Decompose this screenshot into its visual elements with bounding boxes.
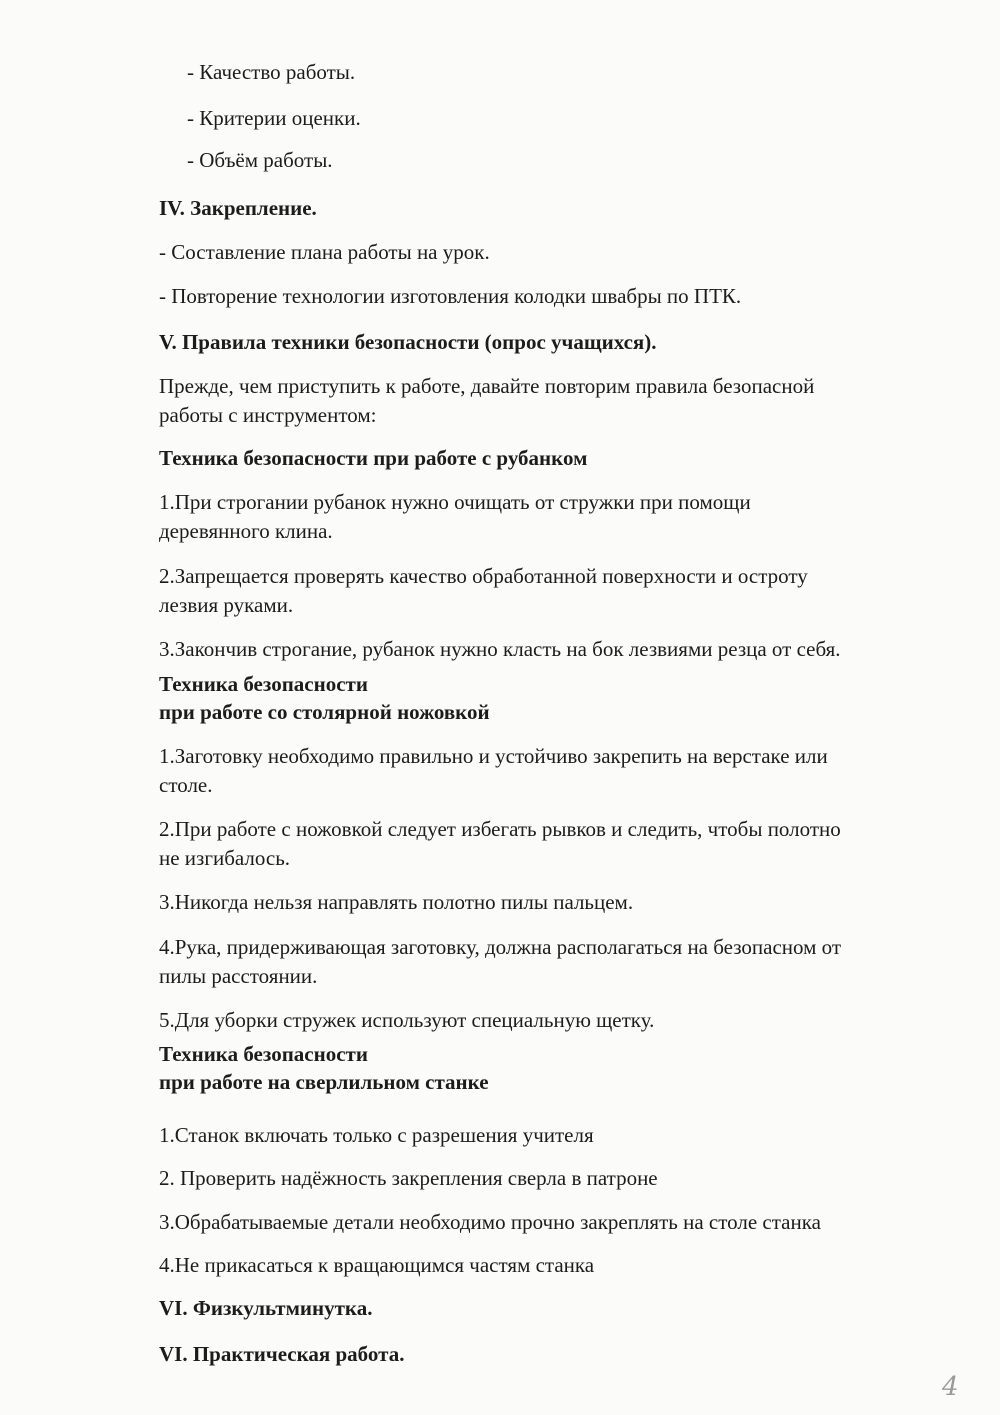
list-item-quality: - Качество работы. [187,60,356,84]
drill-safety-heading-line-1: Техника безопасности [159,1042,368,1066]
saw-rule-4-line-1: 4.Рука, придерживающая заготовку, должна располагаться на безопасном от [159,935,842,959]
plane-rule-1-line-2: деревянного клина. [159,519,333,543]
list-item-volume: - Объём работы. [187,148,333,172]
drill-rule-1: 1.Станок включать только с разрешения учителя [159,1123,594,1147]
drill-rule-2: 2. Проверить надёжность закрепления сверла в патроне [159,1166,658,1190]
plane-rule-2-line-1: 2.Запрещается проверять качество обработанной поверхности и остроту [159,564,808,588]
section-iv-item-2: - Повторение технологии изготовления колодки швабры по ПТК. [159,284,742,308]
saw-rule-1-line-1: 1.Заготовку необходимо правильно и устойчиво закрепить на верстаке или [159,744,828,768]
section-v-intro-line-1: Прежде, чем приступить к работе, давайте повторим правила безопасной [159,374,815,398]
plane-safety-heading: Техника безопасности при работе с рубанком [159,446,588,470]
section-iv-item-1: - Составление плана работы на урок. [159,240,490,264]
saw-rule-2-line-2: не изгибалось. [159,846,291,870]
plane-rule-1-line-1: 1.При строгании рубанок нужно очищать от стружки при помощи [159,490,751,514]
saw-rule-3: 3.Никогда нельзя направлять полотно пилы пальцем. [159,890,634,914]
page-number: 4 [942,1372,959,1402]
list-item-criteria: - Критерии оценки. [187,106,361,130]
saw-rule-4-line-2: пилы расстоянии. [159,964,318,988]
saw-rule-2-line-1: 2.При работе с ножовкой следует избегать рывков и следить, чтобы полотно [159,817,841,841]
section-v-title: V. Правила техники безопасности (опрос учащихся). [159,330,657,354]
plane-rule-3: 3.Закончив строгание, рубанок нужно класть на бок лезвиями резца от себя. [159,637,841,661]
section-v-intro-line-2: работы с инструментом: [159,403,377,427]
drill-safety-heading-line-2: при работе на сверлильном станке [159,1070,489,1094]
drill-rule-3: 3.Обрабатываемые детали необходимо прочно закреплять на столе станка [159,1210,821,1234]
saw-safety-heading-line-2: при работе со столярной ножовкой [159,700,490,724]
saw-safety-heading-line-1: Техника безопасности [159,672,368,696]
section-vi-practice-title: VI. Практическая работа. [159,1342,405,1366]
plane-rule-2-line-2: лезвия руками. [159,593,294,617]
section-iv-title: IV. Закрепление. [159,196,317,220]
drill-rule-4: 4.Не прикасаться к вращающимся частям станка [159,1253,595,1277]
saw-rule-5: 5.Для уборки стружек используют специальную щетку. [159,1008,655,1032]
saw-rule-1-line-2: столе. [159,773,213,797]
section-vi-warmup-title: VI. Физкультминутка. [159,1296,373,1320]
